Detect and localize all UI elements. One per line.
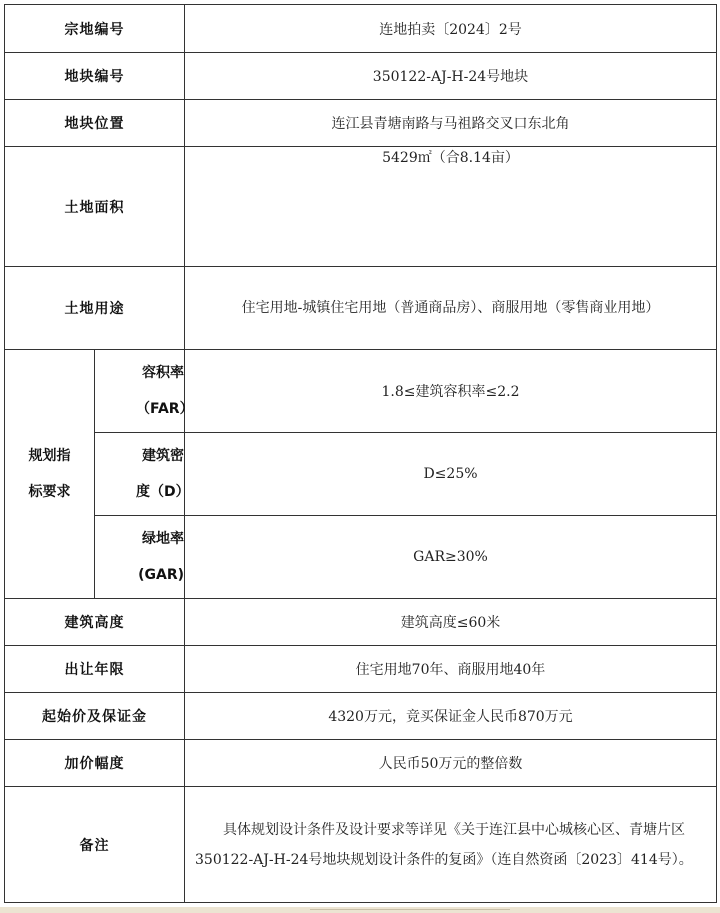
height-value: 建筑高度≤60米: [185, 599, 717, 646]
green-label: [95, 516, 185, 599]
green-label-text: 绿地率(GAR): [138, 531, 184, 583]
price-label: 起始价及保证金: [5, 693, 185, 740]
far-label: [95, 350, 194, 433]
usage-label: 土地用途: [5, 267, 185, 350]
block-id-value: 350122-AJ-H-24号地块: [185, 53, 717, 100]
usage-value: 住宅用地-城镇住宅用地（普通商品房）、商服用地（零售商业用地）: [241, 300, 660, 316]
row-green: [5, 516, 717, 599]
row-remarks: [5, 787, 717, 903]
price-value: 4320万元，竞买保证金人民币870万元: [185, 693, 717, 740]
height-label: 建筑高度: [5, 599, 185, 646]
remarks-label: 备注: [5, 787, 185, 903]
density-label: [95, 433, 190, 516]
row-price: [5, 693, 717, 740]
row-location: [5, 100, 717, 147]
area-value: 5429㎡（合8.14亩）: [185, 147, 717, 267]
row-usage: [5, 267, 717, 350]
row-far: [5, 350, 717, 433]
remarks-cell: [185, 787, 717, 903]
planning-label: [5, 350, 95, 599]
planning-label-text: 规划指标要求: [28, 448, 71, 500]
density-value: D≤25%: [185, 433, 717, 516]
far-label-text: 容积率（FAR）: [136, 365, 194, 417]
location-value: 连江县青塘南路与马祖路交叉口东北角: [185, 100, 717, 147]
parcel-id-value: 连地拍卖〔2024〕2号: [185, 5, 717, 53]
row-term: [5, 646, 717, 693]
location-label: 地块位置: [5, 100, 185, 147]
increment-value: 人民币50万元的整倍数: [185, 740, 717, 787]
remarks-value: 具体规划设计条件及设计要求等详见《关于连江县中心城核心区、青塘片区350122-AJ-H-24号地块规划设计条件的复函》（连自然资函〔2023〕414号）。: [195, 821, 693, 868]
row-area: [5, 147, 717, 267]
land-info-table: [4, 4, 717, 903]
row-block-id: [5, 53, 717, 100]
term-label: 出让年限: [5, 646, 185, 693]
term-value: 住宅用地70年、商服用地40年: [185, 646, 717, 693]
green-value: GAR≥30%: [185, 516, 717, 599]
block-id-label: 地块编号: [5, 53, 185, 100]
far-value: 1.8≤建筑容积率≤2.2: [185, 350, 717, 433]
row-parcel-id: [5, 5, 717, 53]
parcel-id-label: 宗地编号: [5, 5, 185, 53]
usage-cell: [185, 267, 717, 350]
row-increment: [5, 740, 717, 787]
page-bottom-bar: [0, 907, 720, 913]
row-density: [5, 433, 717, 516]
page-bottom-line: [310, 909, 510, 910]
increment-label: 加价幅度: [5, 740, 185, 787]
density-label-text: 建筑密度（D）: [136, 448, 190, 500]
row-height: [5, 599, 717, 646]
area-label: 土地面积: [5, 147, 185, 267]
